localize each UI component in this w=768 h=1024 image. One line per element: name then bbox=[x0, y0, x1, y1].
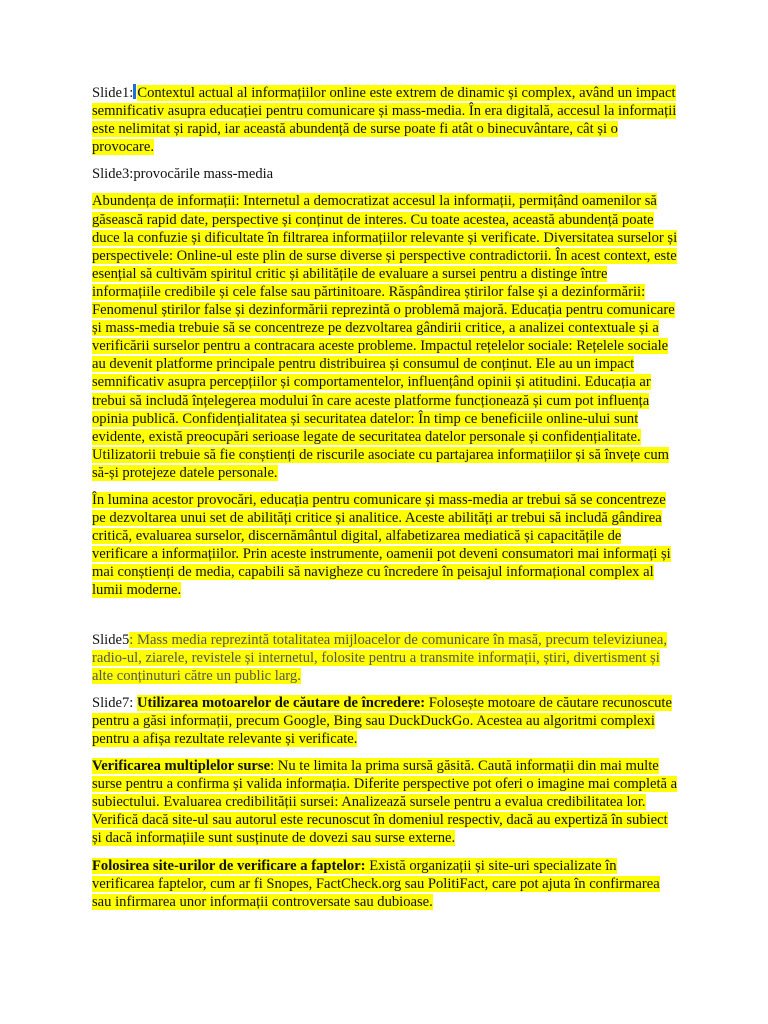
slide3-heading bbox=[92, 165, 680, 183]
slide5-label: Slide5 bbox=[92, 631, 130, 648]
slide1-text: Contextul actual al informațiilor online este extrem de dinamic și complex, având un impact semnificativ asupra educației pentru comunicare și mass-media. În era digitală, accesul la informații este nelimitat și rapid, iar această abundență de surse poate fi atât o binecuvântare, cât și o provocare. bbox=[92, 85, 677, 156]
slide7-label: Slide7: bbox=[92, 694, 137, 711]
slide5-paragraph bbox=[92, 631, 680, 685]
slide7-item1-title: Utilizarea motoarelor de căutare de încredere: bbox=[137, 694, 426, 711]
slide7-item2-text: : Nu te limita la prima sursă găsită. Caută informații din mai multe surse pentru a confirma și valida informația. Diferite perspective pot oferi o imagine mai completă a subiectului. Evaluarea credibilității sursei: Analizează sursele pentru a evalua credibilitatea lor. Verifică dacă site-ul sau autorul este recunoscut în domeniul respectiv, dacă au expertiză în subiect și dacă informațiile sunt susținute de dovezi sau surse externe. bbox=[92, 758, 678, 847]
document-body[interactable] bbox=[92, 84, 680, 920]
slide7-item3-paragraph bbox=[92, 857, 680, 911]
slide1-paragraph bbox=[92, 84, 680, 156]
slide7-item1-text: Folosește motoare de căutare recunoscute pentru a găsi informații, precum Google, Bing sau DuckDuckGo. Acestea au algoritmi complexi pentru a afișa rezultate relevante și verificate. bbox=[92, 694, 672, 747]
slide3-body-paragraph bbox=[92, 192, 680, 482]
slide3-conclusion-paragraph bbox=[92, 491, 680, 600]
slide1-label: Slide1: bbox=[92, 85, 134, 101]
slide3-body: Abundența de informații: Internetul a democratizat accesul la informații, permițând oamenilor să găsească rapid date, perspective și conținut de interes. Cu toate acestea, această abundență poate duce la confuzie și dificultate în filtrarea informațiilor relevante și verificate. Diversitatea surselor și perspectivele: Online-ul este plin de surse diverse și perspective contradictorii. În acest context, este esențial să cultivăm spiritul critic și abilitățile de evaluare a sursei pentru a distinge între informațiile credibile și cele false sau părtinitoare. Răspândirea știrilor false și a dezinformării: Fenomenul știrilor false și dezinformării reprezintă o problemă majoră. Educația pentru comunicare și mass-media trebuie să se concentreze pe dezvoltarea gândirii critice, a analizei contextuale și a verificării surselor pentru a contracara aceste probleme. Impactul rețelelor sociale: Rețelele sociale au devenit platforme principale pentru distribuirea și consumul de conținut. Ele au un impact semnificativ asupra percepțiilor și comportamentelor, influențând opinii și atitudini. Educația ar trebui să includă înțelegerea modului în care aceste platforme funcționează și cum pot influența opinia publică. Confidențialitatea și securitatea datelor: În timp ce beneficiile online-ului sunt evidente, există preocupări serioase legate de securitatea datelor personale și confidențialitate. Utilizatorii trebuie să fie conștienți de riscurile asociate cu partajarea informațiilor și să învețe cum să-și protejeze datele personale. bbox=[92, 193, 678, 481]
slide7-item3-title: Folosirea site-urilor de verificare a faptelor: bbox=[92, 857, 366, 874]
slide7-item2-title: Verificarea multiplelor surse bbox=[92, 758, 271, 775]
slide5-text: : Mass media reprezintă totalitatea mijloacelor de comunicare în masă, precum televiziunea, radio-ul, ziarele, revistele și internetul, folosite pentru a transmite informații, știri, divertisment și alte conținuturi către un public larg. bbox=[92, 631, 668, 684]
slide3-label: Slide3:provocările mass-media bbox=[92, 166, 274, 183]
slide7-item1-paragraph bbox=[92, 694, 680, 748]
slide7-item3-text: Există organizații și site-uri specializate în verificarea faptelor, cum ar fi Snopes, FactCheck.org sau PolitiFact, care pot ajuta în confirmarea sau infirmarea unor informații controversate sau dubioase. bbox=[92, 857, 660, 910]
slide3-conclusion: În lumina acestor provocări, educația pentru comunicare și mass-media ar trebui să se concentreze pe dezvoltarea unui set de abilități critice și analitice. Aceste abilități ar trebui să includă gândirea critică, evaluarea surselor, discernământul digital, alfabetizarea mediatică și capacitățile de verificare a informațiilor. Prin aceste instrumente, oamenii pot deveni consumatori mai informați și mai conștienți de media, capabili să navigheze cu încredere în peisajul informațional complex al lumii moderne. bbox=[92, 491, 671, 599]
slide7-item2-paragraph bbox=[92, 757, 680, 847]
text-cursor bbox=[133, 84, 136, 99]
blank-line bbox=[92, 609, 680, 631]
